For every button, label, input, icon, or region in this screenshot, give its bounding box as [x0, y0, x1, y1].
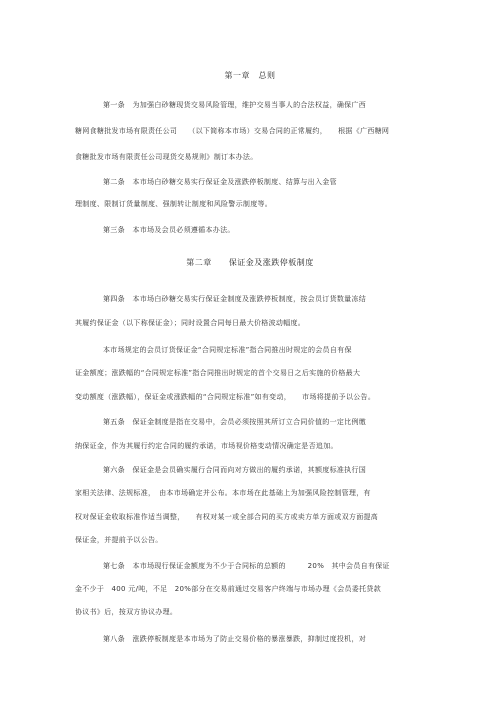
- article-5-line-1: 保证金制度是指在交易中，会员必须按照其所订立合同价值的一定比例缴: [132, 418, 367, 426]
- chapter-2-heading: 第二章 保证金及涨跌停板制度: [186, 258, 314, 267]
- article-5-label: 第五条: [103, 418, 125, 426]
- paragraph-line-1: 本市场规定的会员订货保证金“合同规定标准”指合同推出时规定的会员自有保: [103, 346, 352, 354]
- article-6-line-2: 家相关法律、法规标准， 由本市场确定并公布。本市场在此基础上为加强风险控制管理，有: [75, 489, 371, 497]
- article-7-line-1: 本市场现行保证金额度为不少于合同标的总额的 20% 其中会员自有保证: [132, 562, 390, 570]
- article-1-line-3: 食糖批发市场有限责任公司现货交易规则》制订本办法。: [75, 153, 258, 161]
- article-1-line-1: 为加强白砂糖现货交易风险管理，维护交易当事人的合法权益，确保广西: [132, 101, 367, 109]
- article-8-label: 第八条: [103, 635, 125, 643]
- article-6-line-4: 保证金，并提前予以公告。: [75, 536, 163, 544]
- article-4-label: 第四条: [103, 295, 125, 303]
- article-7-line-2: 金不少于 400 元/吨，不足 20%部分在交易前通过交易客户终端与市场办理《会员委托贷款: [75, 585, 382, 593]
- article-7-label: 第七条: [103, 562, 125, 570]
- article-8-line-1: 涨跌停板制度是本市场为了防止交易价格的暴涨暴跌，抑制过度投机，对: [132, 635, 367, 643]
- article-2-label: 第二条: [103, 178, 125, 186]
- article-6-line-3: 权对保证金收取标准作适当调整， 有权对某一或全部合同的买方或卖方单方面或双方面提高: [75, 513, 379, 521]
- article-3-line-1: 本市场及会员必须遵循本办法。: [132, 226, 235, 234]
- paragraph-line-3: 变动额度（涨跌幅），保证金或涨跌幅的“合同规定标准”如有变动， 市场将提前予以公告。: [75, 393, 376, 401]
- article-7-line-3: 协议书》后，按双方协议办理。: [75, 608, 178, 616]
- article-2-line-2: 理制度、限制订货量制度、强制转让制度和风险警示制度等。: [75, 200, 273, 208]
- article-6-label: 第六条: [103, 466, 125, 474]
- article-2-line-1: 本市场白砂糖交易实行保证金及涨跌停板制度、结算与出入金管: [132, 178, 337, 186]
- article-6-line-1: 保证金是会员确实履行合同而向对方做出的履约承诺，其额度标准执行国: [132, 466, 367, 474]
- chapter-1-heading: 第一章 总则: [224, 71, 276, 80]
- article-4-line-1: 本市场白砂糖交易实行保证金制度及涨跌停板制度，按会员订货数量冻结: [132, 295, 367, 303]
- article-1-line-2: 糖网食糖批发市场有限责任公司 （以下简称本市场）交易合同的正常履约， 根据《广西糖网: [75, 127, 390, 135]
- paragraph-line-2: 证金额度；涨跌幅的“合同规定标准”指合同推出时规定的首个交易日之后实施的价格最大: [75, 369, 361, 377]
- article-5-line-2: 纳保证金，作为其履行约定合同的履约承诺，市场视价格变动情况确定是否追加。: [75, 442, 338, 450]
- article-4-line-2: 其履约保证金（以下称保证金）；同时设置合同每日最大价格波动幅度。: [75, 319, 306, 327]
- article-1-label: 第一条: [103, 101, 125, 109]
- article-3-label: 第三条: [103, 226, 125, 234]
